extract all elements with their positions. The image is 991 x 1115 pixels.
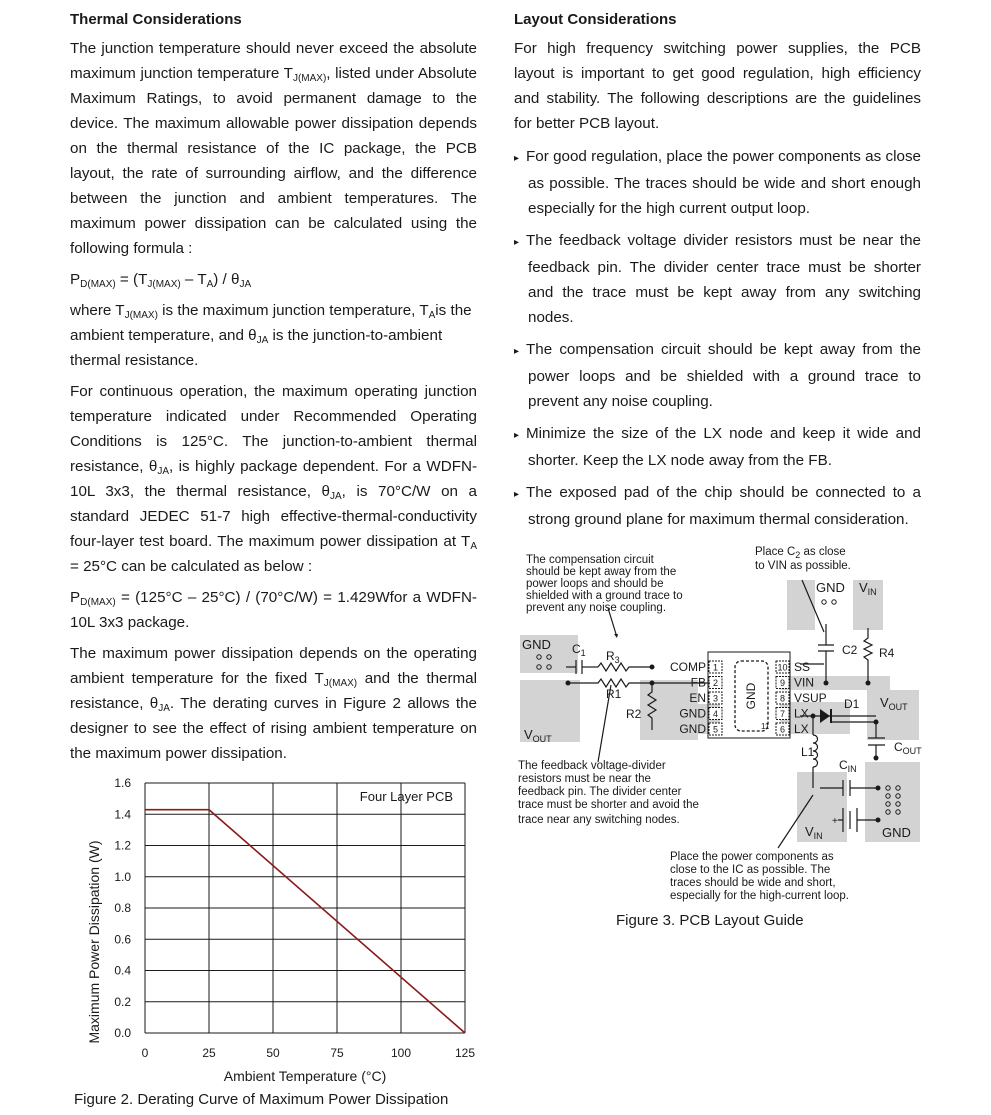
r3-resistor — [598, 663, 652, 671]
svg-text:power loops and should be: power loops and should be — [526, 578, 664, 590]
ic-pin-name: GND — [679, 706, 706, 721]
svg-text:Place the power components as: Place the power components as — [670, 851, 834, 863]
vout-label-right: $V_{OUT}$ — [880, 695, 908, 712]
thermal-paragraph-4: The maximum power dissipation depends on the operating ambient temperature for the fixed $T_{J(MAX)}$ and the thermal resistance, $\theta_{JA}$. The derating curves in Figure 2 allows the designer to see the effect of rising ambient temperature on the maximum power dissipation. — [70, 645, 477, 762]
ic-pin-name: VIN — [794, 675, 815, 690]
chart-legend-label: Four Layer PCB — [359, 789, 453, 804]
junction-dot — [866, 681, 871, 686]
gnd-copper-top — [787, 580, 815, 630]
vin-label-bottom: $V_{IN}$ — [805, 824, 823, 841]
junction-dot — [566, 681, 571, 686]
chart-ticks — [114, 776, 475, 1060]
chart-x-tick-label: 75 — [330, 1046, 344, 1060]
bullet-triangle-icon: ▸ — [514, 430, 520, 441]
ic-pin-name: LX — [794, 706, 809, 721]
gnd-label-bottom: GND — [882, 825, 911, 840]
vin-label-top: $V_{IN}$ — [859, 580, 877, 597]
chart-y-tick-label: 1.2 — [114, 838, 131, 853]
gnd-label-top: GND — [816, 580, 845, 595]
layout-heading: Layout Considerations — [514, 11, 677, 28]
vout-copper-right — [867, 690, 919, 740]
chart-series — [145, 810, 465, 1033]
formula-2: $P_{D(MAX)} = (125^\circ C - 25^\circ C) / (70^\circ C/W)$ = 1.429Wfor a WDFN-10L 3x3 package. — [70, 589, 477, 631]
layout-section — [514, 0, 921, 539]
note-power-components — [670, 851, 849, 902]
thermal-paragraph-3: For continuous operation, the maximum operating junction temperature indicated under Recommended Operating Conditions is 125°C. The junction-to-ambient thermal resistance, $\theta_{JA}$, is highly package dependent. For a WDFN-10L 3x3, the thermal resistance, $\theta_{JA}$, is 70°C/W on a standard JEDEC 51-7 high effective-thermal-conductivity four-layer test board. The maximum power dissipation at $T_A = 25^\circ C$ can be calculated as below : — [70, 383, 478, 575]
guideline-item: ▸ The exposed pad of the chip should be connected to a strong ground plane for maximum thermal consideration. — [514, 484, 921, 528]
ic-pin-number: 9 — [779, 678, 786, 688]
exposed-pad-label: GND — [744, 682, 758, 710]
ic-pin-number: 5 — [712, 724, 719, 735]
svg-text:traces should be wide and shor: traces should be wide and short, — [670, 877, 836, 889]
junction-dot — [650, 665, 655, 670]
figure-3-caption: Figure 3. PCB Layout Guide — [616, 912, 804, 929]
bullet-triangle-icon: ▸ — [514, 346, 520, 357]
ic-pin-number: 2 — [712, 678, 719, 688]
chart-y-tick-label: 1.4 — [114, 807, 131, 822]
ic-pin-name: VSUP — [794, 691, 827, 705]
battery-plus-label: + — [832, 816, 838, 827]
guideline-item: ▸ Minimize the size of the LX node and keep it wide and shorter. Keep the LX node away from the FB. — [514, 425, 921, 469]
svg-text:trace near any switching nodes: trace near any switching nodes. — [518, 814, 680, 826]
chart-x-tick-label: 50 — [266, 1046, 280, 1060]
ic-pin-number: 10 — [777, 662, 788, 673]
note-feedback — [518, 760, 699, 826]
svg-text:feedback pin. The divider cent: feedback pin. The divider center — [518, 786, 682, 798]
chart-y-tick-label: 1.0 — [114, 869, 131, 884]
ic-pin-number: 4 — [712, 709, 719, 719]
r4-label: R4 — [879, 646, 895, 660]
ic-pin-name: SS — [794, 660, 811, 674]
svg-text:shielded with a ground trace t: shielded with a ground trace to — [526, 590, 683, 602]
svg-text:should be kept away from the: should be kept away from the — [526, 566, 677, 578]
chart-y-axis-label: Maximum Power Dissipation (W) — [86, 840, 102, 1044]
r2-label: R2 — [626, 707, 642, 721]
bullet-triangle-icon: ▸ — [514, 489, 520, 500]
arrowhead-icon — [614, 634, 618, 638]
chart-x-tick-label: 100 — [390, 1046, 412, 1060]
thermal-paragraph-2: where $T_{J(MAX)}$ is the maximum junction temperature, $T_Ais$ the ambient temperature, and $\theta_{JA}$ is the junction-to-ambient thermal resistance. — [70, 302, 472, 369]
bullet-triangle-icon: ▸ — [514, 237, 520, 248]
chart-y-tick-label: 0.0 — [114, 1026, 131, 1040]
chart-y-tick-label: 0.2 — [114, 994, 131, 1009]
chart-x-tick-label: 0 — [141, 1046, 149, 1060]
svg-text:to VIN as possible.: to VIN as possible. — [755, 560, 851, 572]
guideline-item: ▸ For good regulation, place the power components as close as possible. The traces should be wide and short enough especially for the high current output loop. — [514, 148, 921, 217]
ic-pin-number: 1 — [712, 662, 719, 673]
chart-y-tick-label: 0.8 — [114, 901, 131, 915]
pcb-layout-diagram — [510, 540, 930, 902]
d1-label: D1 — [844, 697, 860, 711]
chart-series-line — [145, 810, 465, 1033]
cout-label: $C_{OUT}$ — [894, 740, 922, 756]
svg-text:especially for the high-curren: especially for the high-current loop. — [670, 890, 849, 902]
junction-dot — [824, 681, 829, 686]
junction-dot — [876, 786, 881, 791]
chart-x-tick-label: 125 — [454, 1046, 476, 1060]
ic-pin-name: EN — [689, 691, 706, 705]
exposed-pad-number: 11 — [761, 722, 770, 731]
chart-y-tick-label: 1.6 — [114, 776, 131, 790]
junction-dot — [876, 818, 881, 823]
svg-text:The compensation circuit: The compensation circuit — [526, 554, 654, 566]
chart-y-tick-label: 0.6 — [114, 932, 131, 947]
junction-dot — [650, 681, 655, 686]
c1-label: $C_1$ — [572, 642, 586, 658]
cin-label: $C_{IN}$ — [839, 758, 857, 774]
ic-pin-number: 6 — [779, 724, 786, 735]
ic-pin-number: 7 — [779, 709, 786, 719]
chart-x-axis-label: Ambient Temperature (°C) — [223, 1068, 387, 1084]
thermal-section — [70, 0, 477, 766]
r3-label: $R_3$ — [606, 649, 620, 665]
svg-text:close to the IC as possible. T: close to the IC as possible. The — [670, 864, 831, 876]
gnd-label-left: GND — [522, 637, 551, 652]
guideline-item: ▸ The compensation circuit should be kept away from the power loops and be shielded with a ground trace to prevent any noise coupling. — [514, 341, 921, 410]
thermal-heading: Thermal Considerations — [70, 11, 242, 28]
svg-text:The feedback voltage-divider: The feedback voltage-divider — [518, 760, 666, 772]
layout-guidelines — [514, 144, 921, 532]
ic-pin-name: LX — [794, 722, 809, 736]
svg-text:trace must be shorter and avoi: trace must be shorter and avoid the — [518, 799, 699, 811]
c2-capacitor — [818, 645, 834, 651]
r4-resistor — [864, 628, 872, 683]
chart-x-tick-label: 25 — [202, 1046, 216, 1060]
chart-grid — [145, 783, 465, 1033]
note-c2-placement — [755, 546, 851, 572]
ic-pin-name: FB — [690, 675, 706, 690]
bullet-triangle-icon: ▸ — [514, 153, 520, 164]
figure-2-caption: Figure 2. Derating Curve of Maximum Power Dissipation — [74, 1091, 449, 1108]
guideline-item: ▸ The feedback voltage divider resistors must be near the feedback pin. The divider center trace must be shorter and the trace must be kept away from any switching nodes. — [514, 232, 921, 326]
ic-pin-name: COMP — [670, 660, 706, 674]
note-compensation — [526, 554, 683, 614]
formula-1: $P_{D(MAX)} = (T_{J(MAX)} - T_A) / \theta_{JA}$ — [70, 271, 252, 290]
ic-pin-number: 3 — [712, 693, 719, 704]
junction-dot — [874, 756, 879, 761]
ic-pin-number: 8 — [779, 693, 786, 704]
layout-intro: For high frequency switching power supplies, the PCB layout is important to get good regulation, high efficiency and stability. The following descriptions are the guidelines for better PCB layout. — [514, 40, 921, 132]
junction-dot — [811, 714, 816, 719]
c2-label: C2 — [842, 643, 858, 657]
svg-text:resistors must be near the: resistors must be near the — [518, 773, 651, 785]
vout-label-left: $V_{OUT}$ — [524, 727, 552, 744]
chart-y-tick-label: 0.4 — [114, 963, 131, 978]
junction-dot — [874, 720, 879, 725]
derating-chart — [60, 770, 500, 1088]
thermal-paragraph-1: The junction temperature should never exceed the absolute maximum junction temperature $T_{J(MAX)}$, listed under Absolute Maximum Ratings, to avoid permanent damage to the device. The maximum allowable power dissipation depends on the thermal resistance of the IC package, the PCB layout, the rate of surrounding airflow, and the difference between the junction and ambient temperatures. The maximum power dissipation can be calculated using the following formula : — [70, 40, 477, 257]
ic-pin-name: GND — [679, 722, 706, 736]
l1-label: L1 — [801, 745, 815, 759]
d1-diode-bar — [830, 709, 832, 723]
svg-text:prevent any noise coupling.: prevent any noise coupling. — [526, 602, 667, 614]
svg-text:Place C2 as close: Place $C_2$ as close — [755, 546, 846, 560]
r1-label: R1 — [606, 687, 622, 701]
